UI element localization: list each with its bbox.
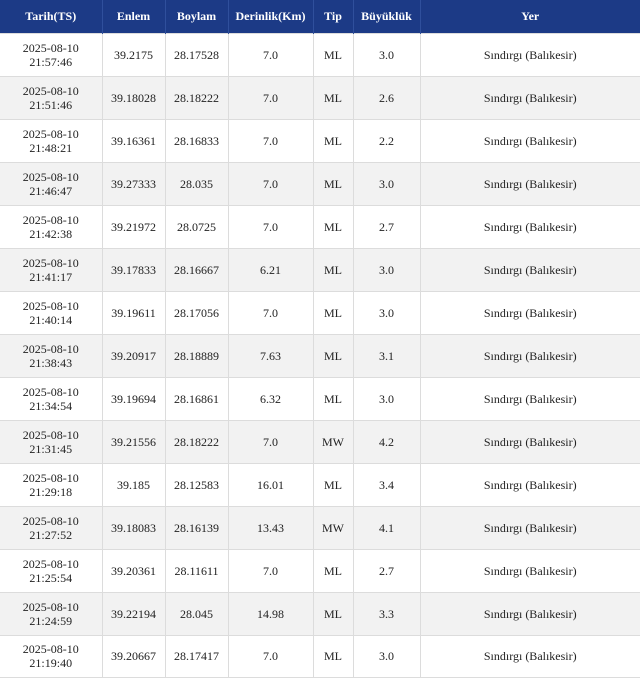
cell-longitude: 28.18889 (165, 334, 228, 377)
cell-type: ML (313, 549, 353, 592)
cell-date: 2025-08-10 (22, 642, 79, 656)
cell-location: Sındırgı (Balıkesir) (420, 549, 640, 592)
cell-type: ML (313, 205, 353, 248)
cell-location: Sındırgı (Balıkesir) (420, 334, 640, 377)
header-type[interactable]: Tip (313, 0, 353, 33)
cell-latitude: 39.18083 (102, 506, 165, 549)
table-header (0, 0, 640, 33)
cell-longitude: 28.16861 (165, 377, 228, 420)
cell-location: Sındırgı (Balıkesir) (420, 76, 640, 119)
cell-depth: 14.98 (228, 592, 313, 635)
cell-magnitude: 3.3 (353, 592, 420, 635)
cell-latitude: 39.19611 (102, 291, 165, 334)
cell-datetime (0, 377, 102, 420)
cell-location: Sındırgı (Balıkesir) (420, 33, 640, 76)
cell-datetime (0, 162, 102, 205)
cell-depth: 7.0 (228, 162, 313, 205)
table-row[interactable] (0, 205, 640, 248)
cell-date: 2025-08-10 (22, 513, 79, 528)
cell-longitude: 28.11611 (165, 549, 228, 592)
cell-depth: 7.0 (228, 76, 313, 119)
cell-latitude: 39.20917 (102, 334, 165, 377)
cell-time: 21:51:46 (29, 97, 73, 112)
cell-longitude: 28.035 (165, 162, 228, 205)
cell-longitude: 28.17056 (165, 291, 228, 334)
header-location[interactable]: Yer (420, 0, 640, 33)
cell-type: MW (313, 506, 353, 549)
table-row[interactable] (0, 76, 640, 119)
cell-longitude: 28.18222 (165, 76, 228, 119)
table-row[interactable] (0, 377, 640, 420)
cell-type: ML (313, 248, 353, 291)
cell-datetime (0, 119, 102, 162)
cell-time: 21:27:52 (29, 527, 73, 542)
cell-latitude: 39.20667 (102, 635, 165, 677)
cell-location: Sındırgı (Balıkesir) (420, 377, 640, 420)
cell-location: Sındırgı (Balıkesir) (420, 592, 640, 635)
table-row[interactable] (0, 248, 640, 291)
header-depth[interactable]: Derinlik(Km) (228, 0, 313, 33)
cell-longitude: 28.0725 (165, 205, 228, 248)
cell-date: 2025-08-10 (22, 341, 79, 356)
cell-time: 21:25:54 (29, 570, 73, 585)
table-row[interactable] (0, 549, 640, 592)
cell-type: ML (313, 291, 353, 334)
cell-depth: 6.21 (228, 248, 313, 291)
cell-magnitude: 3.0 (353, 291, 420, 334)
cell-datetime (0, 463, 102, 506)
cell-date: 2025-08-10 (22, 298, 79, 313)
cell-depth: 7.0 (228, 549, 313, 592)
cell-latitude: 39.16361 (102, 119, 165, 162)
cell-longitude: 28.18222 (165, 420, 228, 463)
cell-longitude: 28.16139 (165, 506, 228, 549)
header-latitude[interactable]: Enlem (102, 0, 165, 33)
cell-type: ML (313, 162, 353, 205)
cell-datetime (0, 205, 102, 248)
table-body (0, 33, 640, 677)
cell-latitude: 39.19694 (102, 377, 165, 420)
cell-type: ML (313, 119, 353, 162)
cell-date: 2025-08-10 (22, 427, 79, 442)
cell-latitude: 39.18028 (102, 76, 165, 119)
cell-type: MW (313, 420, 353, 463)
table-row[interactable] (0, 420, 640, 463)
cell-type: ML (313, 635, 353, 677)
cell-type: ML (313, 334, 353, 377)
cell-date: 2025-08-10 (22, 556, 79, 571)
cell-datetime (0, 76, 102, 119)
table-row[interactable] (0, 33, 640, 76)
cell-depth: 7.63 (228, 334, 313, 377)
cell-magnitude: 2.6 (353, 76, 420, 119)
cell-datetime (0, 549, 102, 592)
cell-magnitude: 4.2 (353, 420, 420, 463)
cell-magnitude: 3.0 (353, 33, 420, 76)
cell-date: 2025-08-10 (22, 212, 79, 227)
table-row[interactable] (0, 506, 640, 549)
cell-magnitude: 2.7 (353, 205, 420, 248)
table-row[interactable] (0, 334, 640, 377)
cell-latitude: 39.17833 (102, 248, 165, 291)
table-row[interactable] (0, 119, 640, 162)
table-row[interactable] (0, 592, 640, 635)
cell-location: Sındırgı (Balıkesir) (420, 635, 640, 677)
cell-longitude: 28.12583 (165, 463, 228, 506)
cell-magnitude: 3.0 (353, 162, 420, 205)
cell-latitude: 39.2175 (102, 33, 165, 76)
cell-magnitude: 3.0 (353, 635, 420, 677)
cell-type: ML (313, 33, 353, 76)
cell-time: 21:46:47 (29, 183, 73, 198)
cell-latitude: 39.21972 (102, 205, 165, 248)
cell-time: 21:31:45 (29, 441, 73, 456)
cell-magnitude: 3.4 (353, 463, 420, 506)
cell-depth: 7.0 (228, 33, 313, 76)
cell-magnitude: 4.1 (353, 506, 420, 549)
cell-latitude: 39.22194 (102, 592, 165, 635)
table-row[interactable] (0, 463, 640, 506)
cell-datetime (0, 248, 102, 291)
cell-depth: 6.32 (228, 377, 313, 420)
cell-datetime (0, 334, 102, 377)
cell-location: Sındırgı (Balıkesir) (420, 119, 640, 162)
cell-depth: 7.0 (228, 119, 313, 162)
cell-date: 2025-08-10 (22, 470, 79, 485)
cell-date: 2025-08-10 (22, 169, 79, 184)
cell-date: 2025-08-10 (22, 126, 79, 141)
cell-longitude: 28.17528 (165, 33, 228, 76)
cell-depth: 7.0 (228, 420, 313, 463)
cell-time: 21:38:43 (29, 355, 73, 370)
cell-type: ML (313, 592, 353, 635)
cell-magnitude: 3.1 (353, 334, 420, 377)
cell-longitude: 28.045 (165, 592, 228, 635)
cell-date: 2025-08-10 (22, 599, 79, 614)
cell-longitude: 28.17417 (165, 635, 228, 677)
header-magnitude[interactable]: Büyüklük (353, 0, 420, 33)
cell-type: ML (313, 463, 353, 506)
cell-type: ML (313, 377, 353, 420)
cell-time: 21:57:46 (29, 54, 73, 69)
cell-time: 21:48:21 (29, 140, 73, 155)
cell-time: 21:19:40 (29, 656, 73, 670)
cell-magnitude: 2.7 (353, 549, 420, 592)
header-date[interactable]: Tarih(TS) (25, 8, 77, 23)
cell-location: Sındırgı (Balıkesir) (420, 420, 640, 463)
header-row (0, 0, 640, 33)
cell-location: Sındırgı (Balıkesir) (420, 205, 640, 248)
cell-magnitude: 3.0 (353, 377, 420, 420)
cell-depth: 7.0 (228, 635, 313, 677)
cell-date: 2025-08-10 (22, 40, 79, 55)
cell-location: Sındırgı (Balıkesir) (420, 248, 640, 291)
cell-depth: 16.01 (228, 463, 313, 506)
cell-longitude: 28.16833 (165, 119, 228, 162)
cell-time: 21:24:59 (29, 613, 73, 628)
cell-date: 2025-08-10 (22, 255, 79, 270)
cell-time: 21:41:17 (29, 269, 73, 284)
cell-latitude: 39.27333 (102, 162, 165, 205)
cell-date: 2025-08-10 (22, 83, 79, 98)
cell-magnitude: 3.0 (353, 248, 420, 291)
cell-latitude: 39.20361 (102, 549, 165, 592)
cell-datetime (0, 592, 102, 635)
cell-latitude: 39.185 (102, 463, 165, 506)
cell-location: Sındırgı (Balıkesir) (420, 463, 640, 506)
cell-latitude: 39.21556 (102, 420, 165, 463)
table-row[interactable] (0, 162, 640, 205)
cell-depth: 7.0 (228, 291, 313, 334)
cell-magnitude: 2.2 (353, 119, 420, 162)
cell-time: 21:40:14 (29, 312, 73, 327)
cell-location: Sındırgı (Balıkesir) (420, 506, 640, 549)
cell-datetime (0, 33, 102, 76)
cell-location: Sındırgı (Balıkesir) (420, 291, 640, 334)
table-row[interactable] (0, 291, 640, 334)
cell-time: 21:34:54 (29, 398, 73, 413)
header-longitude[interactable]: Boylam (165, 0, 228, 33)
cell-location: Sındırgı (Balıkesir) (420, 162, 640, 205)
cell-time: 21:42:38 (29, 226, 73, 241)
cell-datetime (0, 420, 102, 463)
cell-date: 2025-08-10 (22, 384, 79, 399)
cell-longitude: 28.16667 (165, 248, 228, 291)
cell-depth: 7.0 (228, 205, 313, 248)
cell-datetime (0, 506, 102, 549)
cell-time: 21:29:18 (29, 484, 73, 499)
cell-type: ML (313, 76, 353, 119)
cell-datetime (0, 291, 102, 334)
cell-depth: 13.43 (228, 506, 313, 549)
